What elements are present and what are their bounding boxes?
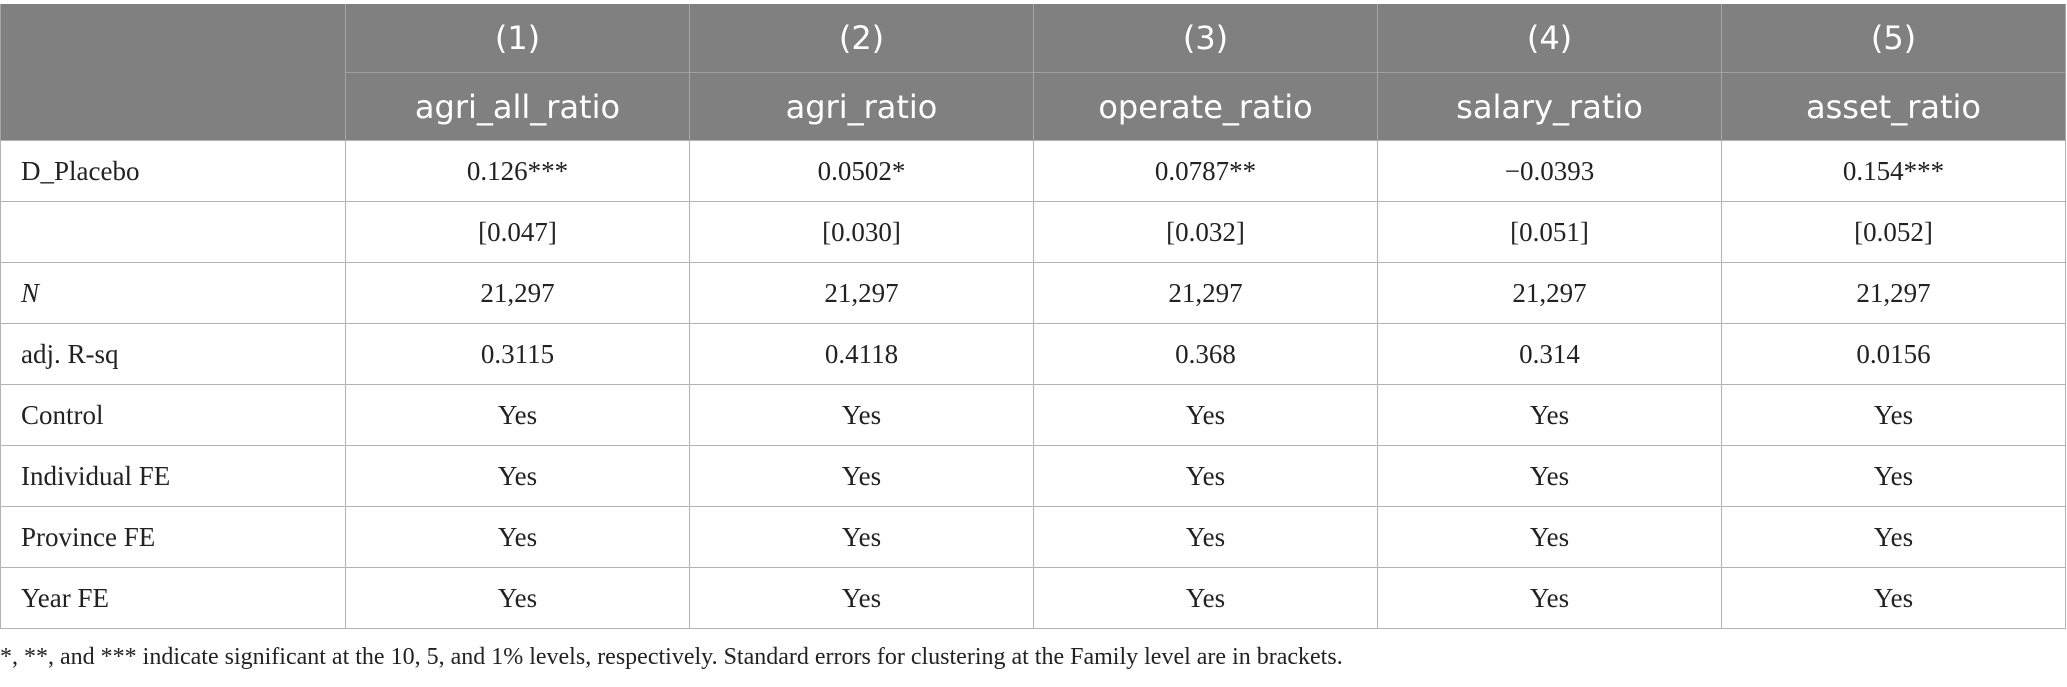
header-number-5: (5) (1722, 4, 2066, 73)
table-cell: [0.051] (1378, 202, 1722, 263)
table-row (1, 385, 2066, 446)
row-label: N (1, 263, 346, 324)
table-cell: 21,297 (690, 263, 1034, 324)
table-cell: Yes (1034, 568, 1378, 629)
header-number-3: (3) (1034, 4, 1378, 73)
row-label (1, 202, 346, 263)
header-name-2: agri_ratio (690, 73, 1034, 141)
table-row (1, 568, 2066, 629)
table-cell: 0.4118 (690, 324, 1034, 385)
table-cell: Yes (346, 507, 690, 568)
table-row (1, 202, 2066, 263)
table-cell: Yes (1722, 507, 2066, 568)
row-label: Province FE (1, 507, 346, 568)
table-cell: Yes (1722, 568, 2066, 629)
table-cell: 0.0156 (1722, 324, 2066, 385)
table-cell: −0.0393 (1378, 141, 1722, 202)
row-label: Year FE (1, 568, 346, 629)
table-cell: Yes (1034, 385, 1378, 446)
table-cell: [0.030] (690, 202, 1034, 263)
table-cell: Yes (346, 568, 690, 629)
header-name-3: operate_ratio (1034, 73, 1378, 141)
table-cell: 0.0502* (690, 141, 1034, 202)
header-number-2: (2) (690, 4, 1034, 73)
table-row (1, 141, 2066, 202)
regression-table-container (0, 4, 2066, 629)
regression-table (0, 4, 2066, 629)
table-cell: Yes (1378, 446, 1722, 507)
table-cell: 21,297 (1378, 263, 1722, 324)
table-cell: 0.3115 (346, 324, 690, 385)
row-label: adj. R-sq (1, 324, 346, 385)
table-cell: Yes (1378, 568, 1722, 629)
table-row (1, 263, 2066, 324)
table-cell: Yes (690, 385, 1034, 446)
table-body (1, 141, 2066, 629)
table-cell: [0.032] (1034, 202, 1378, 263)
table-cell: 0.154*** (1722, 141, 2066, 202)
table-cell: Yes (690, 568, 1034, 629)
table-cell: 21,297 (1722, 263, 2066, 324)
table-cell: 0.126*** (346, 141, 690, 202)
table-cell: Yes (690, 507, 1034, 568)
table-footnote: *, **, and *** indicate significant at the 10, 5, and 1% levels, respectively. Standard errors for clustering at the Family level are in brackets. (0, 644, 1343, 670)
table-cell: Yes (1722, 446, 2066, 507)
table-cell: Yes (1034, 507, 1378, 568)
table-cell: Yes (1378, 385, 1722, 446)
row-label: Control (1, 385, 346, 446)
header-row-numbers (1, 4, 2066, 73)
table-cell: Yes (1722, 385, 2066, 446)
table-header (1, 4, 2066, 141)
table-row (1, 324, 2066, 385)
table-cell: 0.368 (1034, 324, 1378, 385)
table-row (1, 507, 2066, 568)
table-cell: 21,297 (1034, 263, 1378, 324)
table-cell: [0.052] (1722, 202, 2066, 263)
table-cell: [0.047] (346, 202, 690, 263)
table-cell: Yes (690, 446, 1034, 507)
header-corner-cell (1, 4, 346, 141)
table-cell: 0.314 (1378, 324, 1722, 385)
row-label: D_Placebo (1, 141, 346, 202)
table-cell: 21,297 (346, 263, 690, 324)
table-cell: Yes (1034, 446, 1378, 507)
header-number-1: (1) (346, 4, 690, 73)
table-cell: Yes (346, 446, 690, 507)
table-row (1, 446, 2066, 507)
table-cell: Yes (346, 385, 690, 446)
header-number-4: (4) (1378, 4, 1722, 73)
table-cell: Yes (1378, 507, 1722, 568)
header-name-5: asset_ratio (1722, 73, 2066, 141)
header-name-1: agri_all_ratio (346, 73, 690, 141)
header-name-4: salary_ratio (1378, 73, 1722, 141)
table-cell: 0.0787** (1034, 141, 1378, 202)
row-label: Individual FE (1, 446, 346, 507)
